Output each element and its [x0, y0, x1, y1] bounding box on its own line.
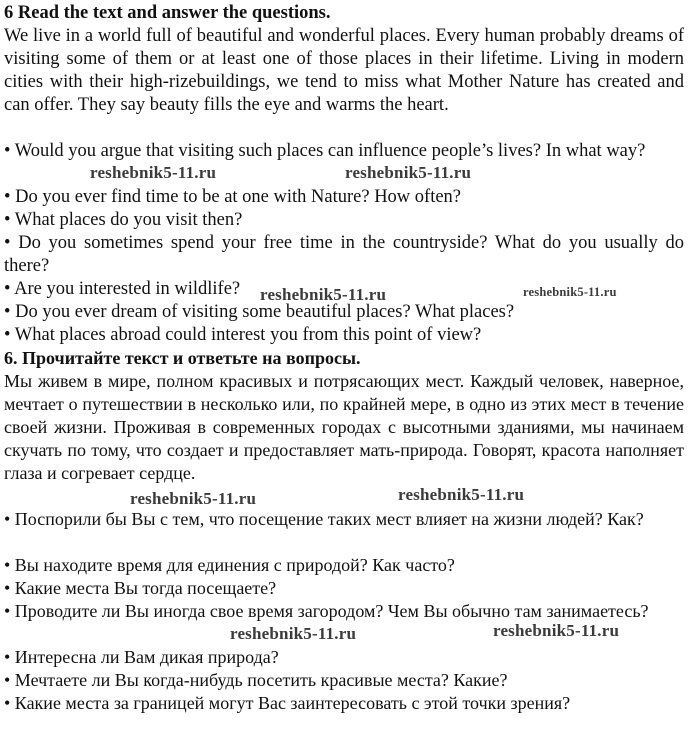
watermark-2: reshebnik5-11.ru — [345, 163, 472, 182]
english-question-4: • Do you sometimes spend your free time in the countryside? What do you usually do there? — [4, 233, 684, 276]
watermark-3: reshebnik5-11.ru — [260, 285, 387, 304]
english-question-6: • Do you ever dream of visiting some beautiful places? What places? — [4, 302, 515, 322]
russian-question-3: • Какие места Вы тогда посещаете? — [4, 578, 277, 598]
watermark-8: reshebnik5-11.ru — [493, 621, 620, 640]
document-page — [4, 2, 684, 715]
english-question-3: • What places do you visit then? — [4, 210, 243, 230]
russian-question-5: • Интересна ли Вам дикая природа? — [4, 647, 279, 667]
english-heading: 6 Read the text and answer the questions. — [4, 3, 331, 23]
watermark-7: reshebnik5-11.ru — [230, 624, 357, 643]
english-question-1: • Would you argue that visiting such places can influence people’s lives? In what way? — [4, 141, 646, 161]
watermark-1: reshebnik5-11.ru — [90, 163, 217, 182]
russian-question-6: • Мечтаете ли Вы когда-нибудь посетить красивые места? Какие? — [4, 670, 508, 690]
russian-question-7: • Какие места за границей могут Вас заинтересовать с этой точки зрения? — [4, 693, 571, 713]
russian-question-4: • Проводите ли Вы иногда свое время загородом? Чем Вы обычно там занимаетесь? — [4, 601, 649, 621]
english-question-2: • Do you ever find time to be at one with Nature? How often? — [4, 187, 462, 207]
english-paragraph: We live in a world full of beautiful and wonderful places. Every human probably dreams of visiting some of them or at least one of those places in their lifetime. Living in modern cities with their high-rizebuildings, we tend to miss what Mother Nature has created and can offer. They say beauty fills the eye and warms the heart. — [4, 26, 684, 115]
watermark-6: reshebnik5-11.ru — [398, 485, 525, 504]
english-question-7: • What places abroad could interest you from this point of view? — [4, 325, 482, 345]
watermark-4: reshebnik5-11.ru — [523, 285, 617, 299]
russian-heading: 6. Прочитайте текст и ответьте на вопросы. — [4, 348, 361, 368]
russian-question-2: • Вы находите время для единения с природой? Как часто? — [4, 555, 455, 575]
russian-paragraph: Мы живем в мире, полном красивых и потрясающих мест. Каждый человек, наверное, мечтает о путешествии в несколько или, по крайней мере, в одно из этих мест в течение своей жизни. Проживая в современных городах с высотными зданиями, мы начинаем скучать по тому, что создает и предоставляет мать-природа. Говорят, красота наполняет глаза и согревает сердце. — [4, 371, 684, 483]
english-question-5: • Are you interested in wildlife? — [4, 279, 241, 299]
russian-question-1: • Поспорили бы Вы с тем, что посещение таких мест влияет на жизни людей? Как? — [4, 509, 644, 529]
russian-section — [4, 347, 684, 715]
watermark-5: reshebnik5-11.ru — [130, 489, 257, 508]
